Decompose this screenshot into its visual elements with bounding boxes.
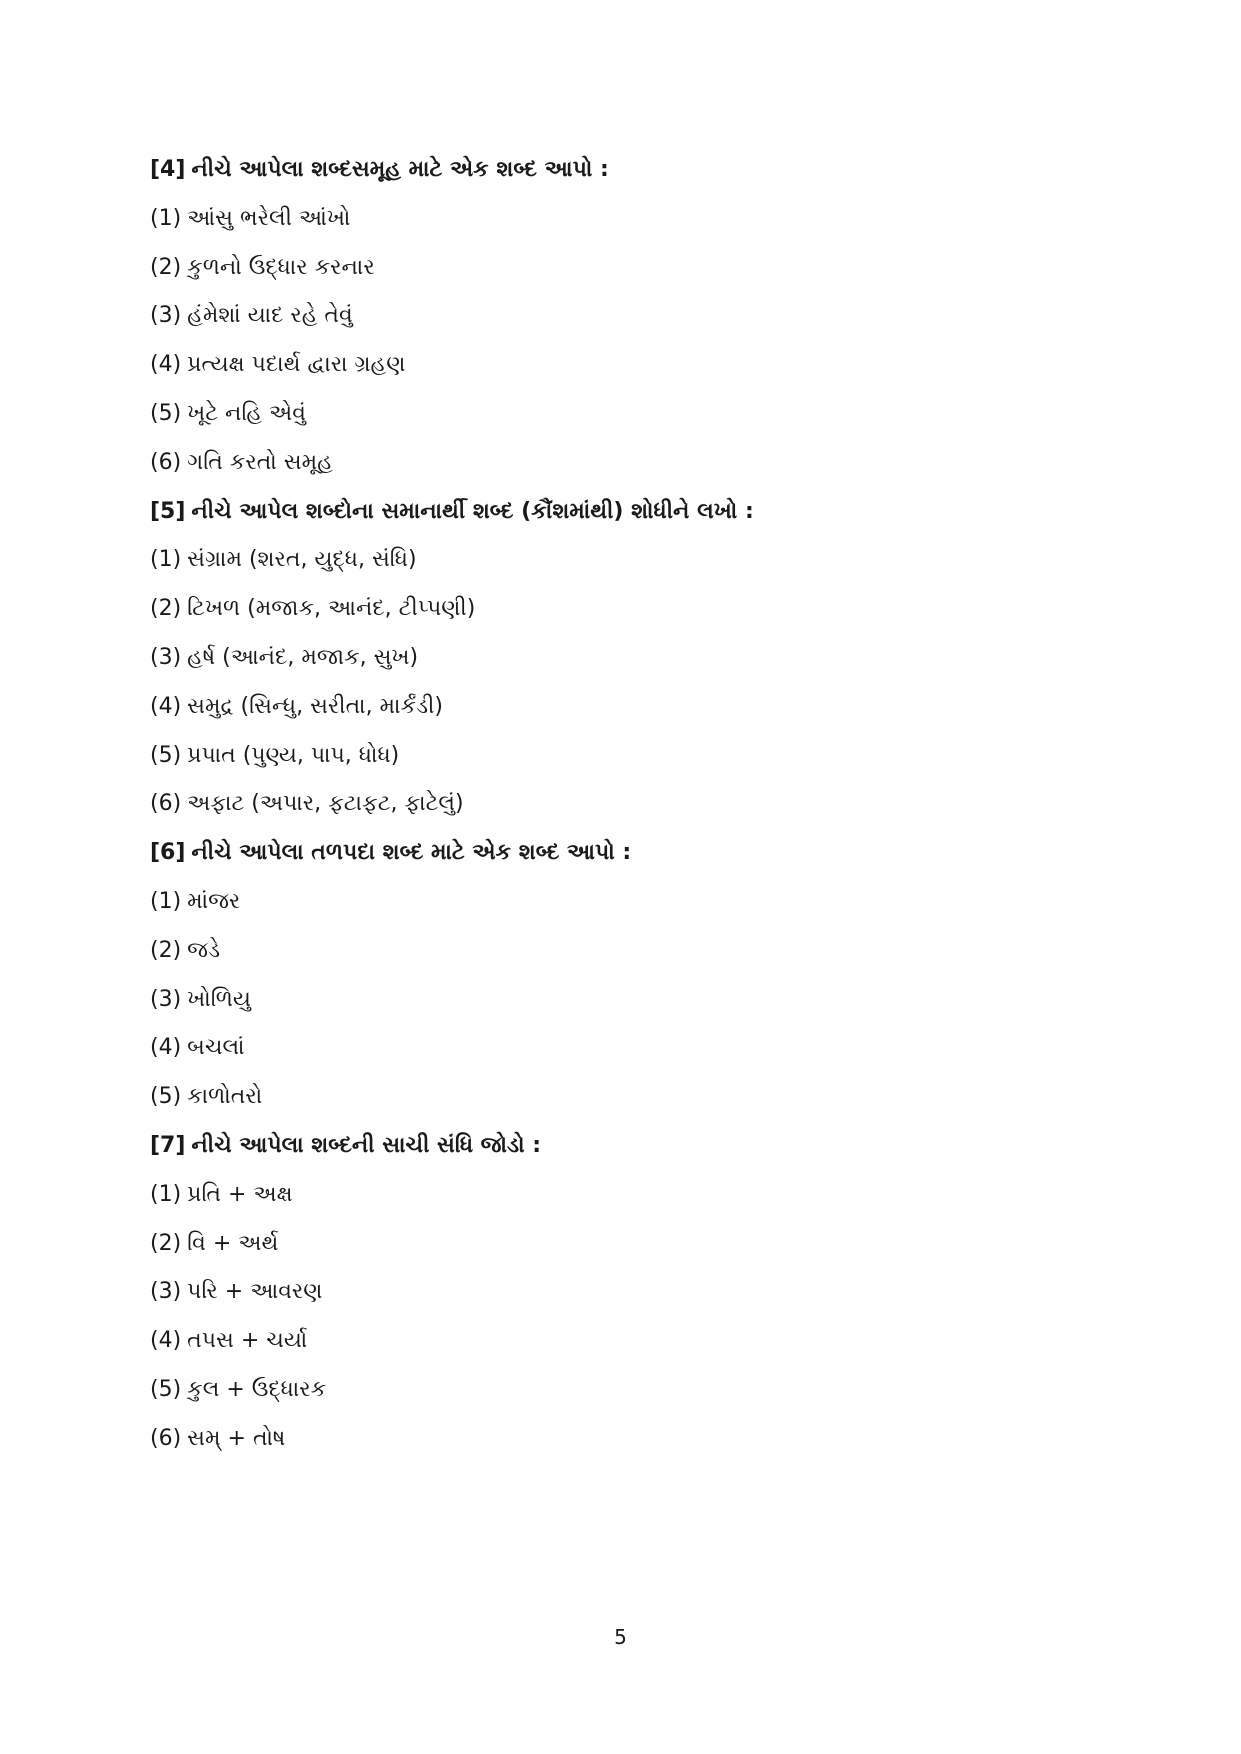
- item-text: ખોળિયુ: [187, 986, 251, 1012]
- item-text: હર્ષ (આનંદ, મજાક, સુખ): [187, 644, 419, 670]
- item-number: (2): [150, 937, 182, 963]
- item-text: સમ્ + તોષ: [187, 1425, 286, 1451]
- list-item: [150, 683, 1150, 732]
- item-number: (1): [150, 888, 182, 914]
- section-number: [5]: [150, 498, 186, 524]
- item-number: (5): [150, 742, 182, 768]
- list-item: [150, 634, 1150, 683]
- item-text: ટિખળ (મજાક, આનંદ, ટીપ્પણી): [187, 596, 476, 622]
- item-text: કાળોતરો: [187, 1084, 263, 1110]
- item-number: (3): [150, 303, 182, 329]
- item-number: (6): [150, 791, 182, 817]
- section-heading: [150, 146, 1150, 195]
- list-item: [150, 585, 1150, 634]
- section-title: નીચે આપેલા શબ્દસમૂહ માટે એક શબ્દ આપો :: [191, 157, 609, 182]
- item-text: હંમેશાં યાદ રહે તેવું: [187, 303, 353, 329]
- list-item: [150, 536, 1150, 585]
- section-number: [7]: [150, 1132, 186, 1158]
- item-number: (3): [150, 986, 182, 1012]
- item-number: (1): [150, 547, 182, 573]
- item-text: બચલાં: [187, 1035, 245, 1061]
- section-heading: [150, 829, 1150, 878]
- item-number: (2): [150, 1230, 182, 1256]
- item-text: વિ + અર્થ: [187, 1230, 279, 1256]
- section-number: [6]: [150, 840, 186, 866]
- section-heading: [150, 1122, 1150, 1171]
- item-number: (1): [150, 1181, 182, 1207]
- item-number: (4): [150, 1328, 182, 1354]
- item-number: (1): [150, 205, 182, 231]
- item-number: (5): [150, 1376, 182, 1402]
- item-number: (4): [150, 1035, 182, 1061]
- item-number: (2): [150, 596, 182, 622]
- list-item: [150, 341, 1150, 390]
- item-text: જડે: [187, 937, 221, 963]
- item-number: (4): [150, 693, 182, 719]
- list-item: [150, 927, 1150, 976]
- item-text: આંસુ ભરેલી આંખો: [187, 205, 351, 231]
- item-text: માંજર: [187, 888, 241, 914]
- item-text: અફાટ (અપાર, ફટાફટ, ફાટેલું): [187, 791, 464, 817]
- list-item: [150, 390, 1150, 439]
- section-heading: [150, 488, 1150, 537]
- item-text: પ્રપાત (પુણ્ય, પાપ, ધોધ): [187, 742, 400, 768]
- item-text: પ્રતિ + અક્ષ: [187, 1181, 293, 1207]
- item-text: ગતિ કરતો સમૂહ: [187, 449, 333, 475]
- list-item: [150, 195, 1150, 244]
- section-number: [4]: [150, 157, 186, 182]
- item-text: સમુદ્ર (સિન્ધુ, સરીતા, માર્કંડી): [187, 693, 443, 719]
- list-item: [150, 244, 1150, 293]
- list-item: [150, 1268, 1150, 1317]
- item-text: પરિ + આવરણ: [187, 1279, 323, 1305]
- item-number: (5): [150, 400, 182, 426]
- section-title: નીચે આપેલા તળપદા શબ્દ માટે એક શબ્દ આપો :: [191, 840, 632, 866]
- list-item: [150, 780, 1150, 829]
- list-item: [150, 292, 1150, 341]
- list-item: [150, 439, 1150, 488]
- list-item: [150, 976, 1150, 1025]
- item-text: તપસ + ચર્યા: [187, 1328, 308, 1354]
- item-text: કુલ + ઉદ્ધારક: [187, 1376, 327, 1402]
- list-item: [150, 1366, 1150, 1415]
- section-title: નીચે આપેલા શબ્દની સાચી સંધિ જોડો :: [191, 1132, 542, 1158]
- item-number: (6): [150, 449, 182, 475]
- list-item: [150, 1220, 1150, 1269]
- item-text: પ્રત્યક્ષ પદાર્થ દ્વારા ગ્રહણ: [187, 352, 406, 378]
- list-item: [150, 1073, 1150, 1122]
- list-item: [150, 1415, 1150, 1464]
- section-title: નીચે આપેલ શબ્દોના સમાનાર્થી શબ્દ (કૌંશમાંથી) શોધીને લખો :: [191, 498, 754, 524]
- list-item: [150, 1317, 1150, 1366]
- page-number: 5: [614, 1625, 627, 1649]
- item-number: (4): [150, 352, 182, 378]
- item-text: કુળનો ઉદ્ધાર કરનાર: [187, 254, 375, 280]
- item-text: સંગ્રામ (શરત, યુદ્ધ, સંધિ): [187, 547, 417, 573]
- item-number: (2): [150, 254, 182, 280]
- list-item: [150, 732, 1150, 781]
- item-text: ખૂટે નહિ એવું: [187, 400, 306, 426]
- item-number: (6): [150, 1425, 182, 1451]
- item-number: (3): [150, 644, 182, 670]
- document-body: [150, 146, 1150, 1464]
- list-item: [150, 1171, 1150, 1220]
- item-number: (3): [150, 1279, 182, 1305]
- list-item: [150, 1024, 1150, 1073]
- list-item: [150, 878, 1150, 927]
- item-number: (5): [150, 1084, 182, 1110]
